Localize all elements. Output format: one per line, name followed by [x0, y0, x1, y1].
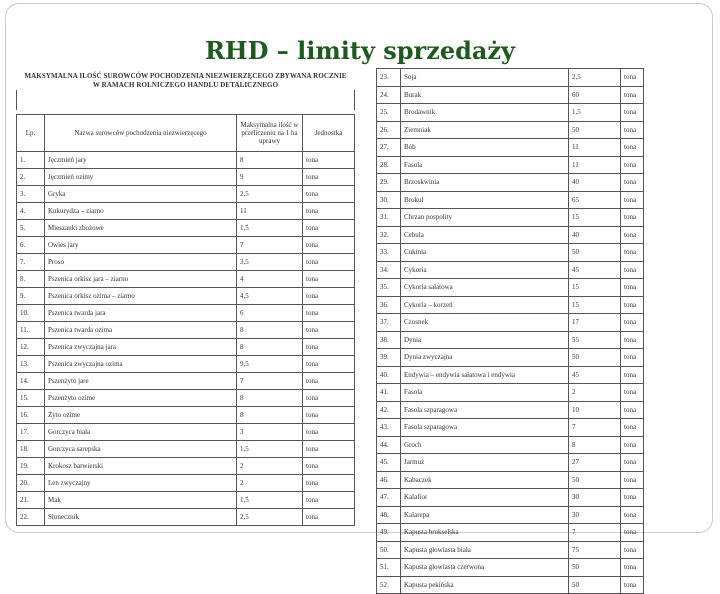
- product-name: Pszenica orkisz ozima – ziarno: [45, 288, 237, 305]
- max-quantity: 4: [237, 271, 303, 288]
- product-name: Jęczmień jary: [45, 152, 237, 169]
- table-row: [17, 458, 355, 475]
- row-number: 23.: [377, 69, 401, 87]
- table-row: [17, 220, 355, 237]
- limits-table-right: [376, 68, 644, 594]
- right-document: [376, 68, 644, 594]
- row-number: 12.: [17, 339, 45, 356]
- table-row: [377, 244, 644, 262]
- product-name: Pszenżyto jare: [45, 373, 237, 390]
- row-number: 4.: [17, 203, 45, 220]
- max-quantity: 9: [237, 169, 303, 186]
- product-name: Brzoskwinia: [401, 174, 569, 192]
- product-name: Gorczyca sarepska: [45, 441, 237, 458]
- unit: tona: [303, 356, 355, 373]
- document-heading-line-1: MAKSYMALNA ILOŚĆ SUROWCÓW POCHODZENIA NIEZWIERZĘCEGO ZBYWANA ROCZNIE: [24, 72, 347, 80]
- max-quantity: 8: [237, 390, 303, 407]
- table-row: [377, 541, 644, 559]
- product-name: Pszenica twarda ozima: [45, 322, 237, 339]
- row-number: 15.: [17, 390, 45, 407]
- unit: tona: [303, 339, 355, 356]
- product-name: Kapusta brukselska: [401, 524, 569, 542]
- table-row: [377, 261, 644, 279]
- unit: tona: [303, 492, 355, 509]
- product-name: Dynia zwyczajna: [401, 349, 569, 367]
- table-row: [17, 509, 355, 526]
- max-quantity: 45: [569, 261, 621, 279]
- max-quantity: 3,5: [237, 254, 303, 271]
- unit: tona: [303, 458, 355, 475]
- unit: tona: [621, 471, 644, 489]
- table-row: [377, 226, 644, 244]
- unit: tona: [621, 156, 644, 174]
- table-row: [17, 169, 355, 186]
- row-number: 3.: [17, 186, 45, 203]
- row-number: 48.: [377, 506, 401, 524]
- unit: tona: [621, 191, 644, 209]
- product-name: Jęczmień ozimy: [45, 169, 237, 186]
- unit: tona: [303, 424, 355, 441]
- unit: tona: [621, 261, 644, 279]
- max-quantity: 75: [569, 541, 621, 559]
- slide-title: RHD – limity sprzedaży: [204, 36, 516, 65]
- max-quantity: 6: [237, 305, 303, 322]
- unit: tona: [621, 559, 644, 577]
- product-name: Kabaczek: [401, 471, 569, 489]
- column-header-name: Nazwa surowców pochodzenia niezwierzęcego: [45, 115, 237, 152]
- table-row: [377, 506, 644, 524]
- unit: tona: [303, 203, 355, 220]
- max-quantity: 50: [569, 576, 621, 594]
- unit: tona: [303, 186, 355, 203]
- max-quantity: 40: [569, 226, 621, 244]
- unit: tona: [303, 237, 355, 254]
- row-number: 24.: [377, 86, 401, 104]
- product-name: Kapusta głowiasta czerwona: [401, 559, 569, 577]
- product-name: Kukurydza – ziarno: [45, 203, 237, 220]
- table-row: [377, 209, 644, 227]
- product-name: Dynia: [401, 331, 569, 349]
- row-number: 26.: [377, 121, 401, 139]
- product-name: Cykoria – korzeń: [401, 296, 569, 314]
- document-heading: [16, 72, 355, 90]
- unit: tona: [621, 226, 644, 244]
- limits-table-left: [16, 114, 355, 526]
- column-header-unit: Jednostka: [303, 115, 355, 152]
- unit: tona: [621, 401, 644, 419]
- unit: tona: [303, 220, 355, 237]
- table-row: [17, 373, 355, 390]
- max-quantity: 1,5: [569, 104, 621, 122]
- row-number: 29.: [377, 174, 401, 192]
- row-number: 42.: [377, 401, 401, 419]
- unit: tona: [303, 169, 355, 186]
- max-quantity: 2,5: [569, 69, 621, 87]
- row-number: 10.: [17, 305, 45, 322]
- max-quantity: 50: [569, 244, 621, 262]
- max-quantity: 11: [237, 203, 303, 220]
- table-row: [377, 331, 644, 349]
- table-row: [377, 156, 644, 174]
- table-row: [17, 492, 355, 509]
- max-quantity: 7: [569, 419, 621, 437]
- unit: tona: [621, 139, 644, 157]
- product-name: Burak: [401, 86, 569, 104]
- product-name: Cebula: [401, 226, 569, 244]
- unit: tona: [621, 384, 644, 402]
- row-number: 8.: [17, 271, 45, 288]
- table-row: [17, 288, 355, 305]
- unit: tona: [303, 390, 355, 407]
- max-quantity: 8: [237, 322, 303, 339]
- table-row: [17, 186, 355, 203]
- max-quantity: 40: [569, 174, 621, 192]
- row-number: 37.: [377, 314, 401, 332]
- row-number: 49.: [377, 524, 401, 542]
- product-name: Słonecznik: [45, 509, 237, 526]
- table-row: [377, 279, 644, 297]
- max-quantity: 45: [569, 366, 621, 384]
- product-name: Cykoria sałatowa: [401, 279, 569, 297]
- max-quantity: 1,5: [237, 220, 303, 237]
- max-quantity: 50: [569, 471, 621, 489]
- product-name: Kapusta pekińska: [401, 576, 569, 594]
- product-name: Fasola szparagowa: [401, 401, 569, 419]
- max-quantity: 10: [569, 401, 621, 419]
- max-quantity: 50: [569, 349, 621, 367]
- unit: tona: [621, 489, 644, 507]
- max-quantity: 2: [237, 458, 303, 475]
- product-name: Kapusta głowiasta biała: [401, 541, 569, 559]
- max-quantity: 11: [569, 156, 621, 174]
- unit: tona: [621, 121, 644, 139]
- max-quantity: 7: [237, 237, 303, 254]
- product-name: Pszenica zwyczajna ozima: [45, 356, 237, 373]
- product-name: Mak: [45, 492, 237, 509]
- unit: tona: [621, 314, 644, 332]
- unit: tona: [621, 576, 644, 594]
- unit: tona: [621, 174, 644, 192]
- table-row: [377, 121, 644, 139]
- unit: tona: [303, 373, 355, 390]
- unit: tona: [303, 509, 355, 526]
- row-number: 32.: [377, 226, 401, 244]
- unit: tona: [303, 152, 355, 169]
- table-top-spacer: [16, 90, 355, 110]
- row-number: 18.: [17, 441, 45, 458]
- unit: tona: [303, 305, 355, 322]
- product-name: Pszenica zwyczajna jara: [45, 339, 237, 356]
- max-quantity: 4,5: [237, 288, 303, 305]
- product-name: Endywia – endywia sałatowa i endywia: [401, 366, 569, 384]
- table-row: [17, 305, 355, 322]
- unit: tona: [621, 69, 644, 87]
- table-row: [377, 384, 644, 402]
- product-name: Żyto ozime: [45, 407, 237, 424]
- unit: tona: [621, 366, 644, 384]
- product-name: Krokosz barwierski: [45, 458, 237, 475]
- table-row: [377, 349, 644, 367]
- product-name: Mieszanki zbożowe: [45, 220, 237, 237]
- table-row: [377, 436, 644, 454]
- row-number: 9.: [17, 288, 45, 305]
- product-name: Fasola: [401, 384, 569, 402]
- unit: tona: [621, 436, 644, 454]
- row-number: 38.: [377, 331, 401, 349]
- table-row: [17, 339, 355, 356]
- product-name: Pszenica orkisz jara – ziarno: [45, 271, 237, 288]
- row-number: 45.: [377, 454, 401, 472]
- max-quantity: 60: [569, 86, 621, 104]
- unit: tona: [303, 322, 355, 339]
- row-number: 14.: [17, 373, 45, 390]
- row-number: 21.: [17, 492, 45, 509]
- max-quantity: 8: [237, 152, 303, 169]
- max-quantity: 2: [237, 475, 303, 492]
- table-row: [17, 152, 355, 169]
- product-name: Brodawnik: [401, 104, 569, 122]
- row-number: 5.: [17, 220, 45, 237]
- column-header-max-quantity: Maksymalna ilość w przeliczeniu na 1 ha uprawy: [237, 115, 303, 152]
- unit: tona: [303, 254, 355, 271]
- table-row: [377, 576, 644, 594]
- row-number: 20.: [17, 475, 45, 492]
- table-row: [377, 69, 644, 87]
- product-name: Cykoria: [401, 261, 569, 279]
- table-row: [377, 366, 644, 384]
- max-quantity: 65: [569, 191, 621, 209]
- max-quantity: 11: [569, 139, 621, 157]
- row-number: 52.: [377, 576, 401, 594]
- table-row: [17, 390, 355, 407]
- row-number: 31.: [377, 209, 401, 227]
- max-quantity: 50: [569, 559, 621, 577]
- row-number: 34.: [377, 261, 401, 279]
- row-number: 6.: [17, 237, 45, 254]
- table-row: [377, 104, 644, 122]
- max-quantity: 17: [569, 314, 621, 332]
- table-row: [377, 524, 644, 542]
- product-name: Kalafior: [401, 489, 569, 507]
- unit: tona: [621, 331, 644, 349]
- max-quantity: 7: [569, 524, 621, 542]
- row-number: 33.: [377, 244, 401, 262]
- table-row: [17, 407, 355, 424]
- row-number: 22.: [17, 509, 45, 526]
- unit: tona: [621, 419, 644, 437]
- product-name: Kalarepa: [401, 506, 569, 524]
- product-name: Proso: [45, 254, 237, 271]
- unit: tona: [621, 296, 644, 314]
- table-header-row: [17, 115, 355, 152]
- row-number: 30.: [377, 191, 401, 209]
- unit: tona: [621, 524, 644, 542]
- row-number: 41.: [377, 384, 401, 402]
- max-quantity: 8: [237, 339, 303, 356]
- row-number: 25.: [377, 104, 401, 122]
- table-row: [377, 139, 644, 157]
- row-number: 17.: [17, 424, 45, 441]
- row-number: 40.: [377, 366, 401, 384]
- row-number: 13.: [17, 356, 45, 373]
- row-number: 35.: [377, 279, 401, 297]
- product-name: Pszenżyto ozime: [45, 390, 237, 407]
- table-row: [17, 356, 355, 373]
- unit: tona: [621, 541, 644, 559]
- product-name: Cukinia: [401, 244, 569, 262]
- product-name: Chrzan pospolity: [401, 209, 569, 227]
- row-number: 46.: [377, 471, 401, 489]
- table-row: [377, 296, 644, 314]
- product-name: Czosnek: [401, 314, 569, 332]
- unit: tona: [621, 349, 644, 367]
- product-name: Ziemniak: [401, 121, 569, 139]
- max-quantity: 55: [569, 331, 621, 349]
- unit: tona: [621, 279, 644, 297]
- row-number: 19.: [17, 458, 45, 475]
- unit: tona: [621, 506, 644, 524]
- table-row: [17, 475, 355, 492]
- row-number: 7.: [17, 254, 45, 271]
- unit: tona: [303, 271, 355, 288]
- row-number: 1.: [17, 152, 45, 169]
- left-document: [16, 72, 355, 526]
- max-quantity: 8: [237, 407, 303, 424]
- product-name: Groch: [401, 436, 569, 454]
- max-quantity: 2,5: [237, 186, 303, 203]
- max-quantity: 50: [569, 121, 621, 139]
- unit: tona: [621, 104, 644, 122]
- max-quantity: 9,5: [237, 356, 303, 373]
- table-row: [17, 271, 355, 288]
- unit: tona: [303, 288, 355, 305]
- table-row: [377, 174, 644, 192]
- table-row: [377, 86, 644, 104]
- unit: tona: [303, 475, 355, 492]
- table-row: [377, 559, 644, 577]
- table-row: [17, 203, 355, 220]
- product-name: Pszenica twarda jara: [45, 305, 237, 322]
- product-name: Gorczyca biała: [45, 424, 237, 441]
- product-name: Owies jary: [45, 237, 237, 254]
- row-number: 44.: [377, 436, 401, 454]
- product-name: Soja: [401, 69, 569, 87]
- table-row: [17, 441, 355, 458]
- product-name: Gryka: [45, 186, 237, 203]
- product-name: Brokuł: [401, 191, 569, 209]
- product-name: Len zwyczajny: [45, 475, 237, 492]
- product-name: Fasola: [401, 156, 569, 174]
- unit: tona: [303, 407, 355, 424]
- table-row: [377, 401, 644, 419]
- row-number: 36.: [377, 296, 401, 314]
- table-row: [377, 489, 644, 507]
- row-number: 43.: [377, 419, 401, 437]
- table-row: [17, 237, 355, 254]
- table-row: [377, 314, 644, 332]
- unit: tona: [621, 454, 644, 472]
- unit: tona: [303, 441, 355, 458]
- table-row: [377, 419, 644, 437]
- table-row: [377, 191, 644, 209]
- max-quantity: 30: [569, 506, 621, 524]
- table-row: [17, 322, 355, 339]
- max-quantity: 2,5: [237, 509, 303, 526]
- max-quantity: 15: [569, 296, 621, 314]
- unit: tona: [621, 244, 644, 262]
- row-number: 50.: [377, 541, 401, 559]
- max-quantity: 1,5: [237, 492, 303, 509]
- row-number: 39.: [377, 349, 401, 367]
- max-quantity: 15: [569, 209, 621, 227]
- product-name: Jarmuż: [401, 454, 569, 472]
- max-quantity: 30: [569, 489, 621, 507]
- row-number: 2.: [17, 169, 45, 186]
- table-row: [17, 424, 355, 441]
- row-number: 27.: [377, 139, 401, 157]
- document-heading-line-2: W RAMACH ROLNICZEGO HANDLU DETALICZNEGO: [92, 81, 279, 89]
- row-number: 11.: [17, 322, 45, 339]
- max-quantity: 1,5: [237, 441, 303, 458]
- table-row: [377, 471, 644, 489]
- row-number: 28.: [377, 156, 401, 174]
- max-quantity: 7: [237, 373, 303, 390]
- unit: tona: [621, 86, 644, 104]
- table-row: [377, 454, 644, 472]
- table-row: [17, 254, 355, 271]
- row-number: 47.: [377, 489, 401, 507]
- max-quantity: 27: [569, 454, 621, 472]
- max-quantity: 15: [569, 279, 621, 297]
- column-header-lp: Lp.: [17, 115, 45, 152]
- row-number: 51.: [377, 559, 401, 577]
- unit: tona: [621, 209, 644, 227]
- product-name: Fasola szparagowa: [401, 419, 569, 437]
- max-quantity: 2: [569, 384, 621, 402]
- max-quantity: 8: [569, 436, 621, 454]
- product-name: Bób: [401, 139, 569, 157]
- row-number: 16.: [17, 407, 45, 424]
- max-quantity: 3: [237, 424, 303, 441]
